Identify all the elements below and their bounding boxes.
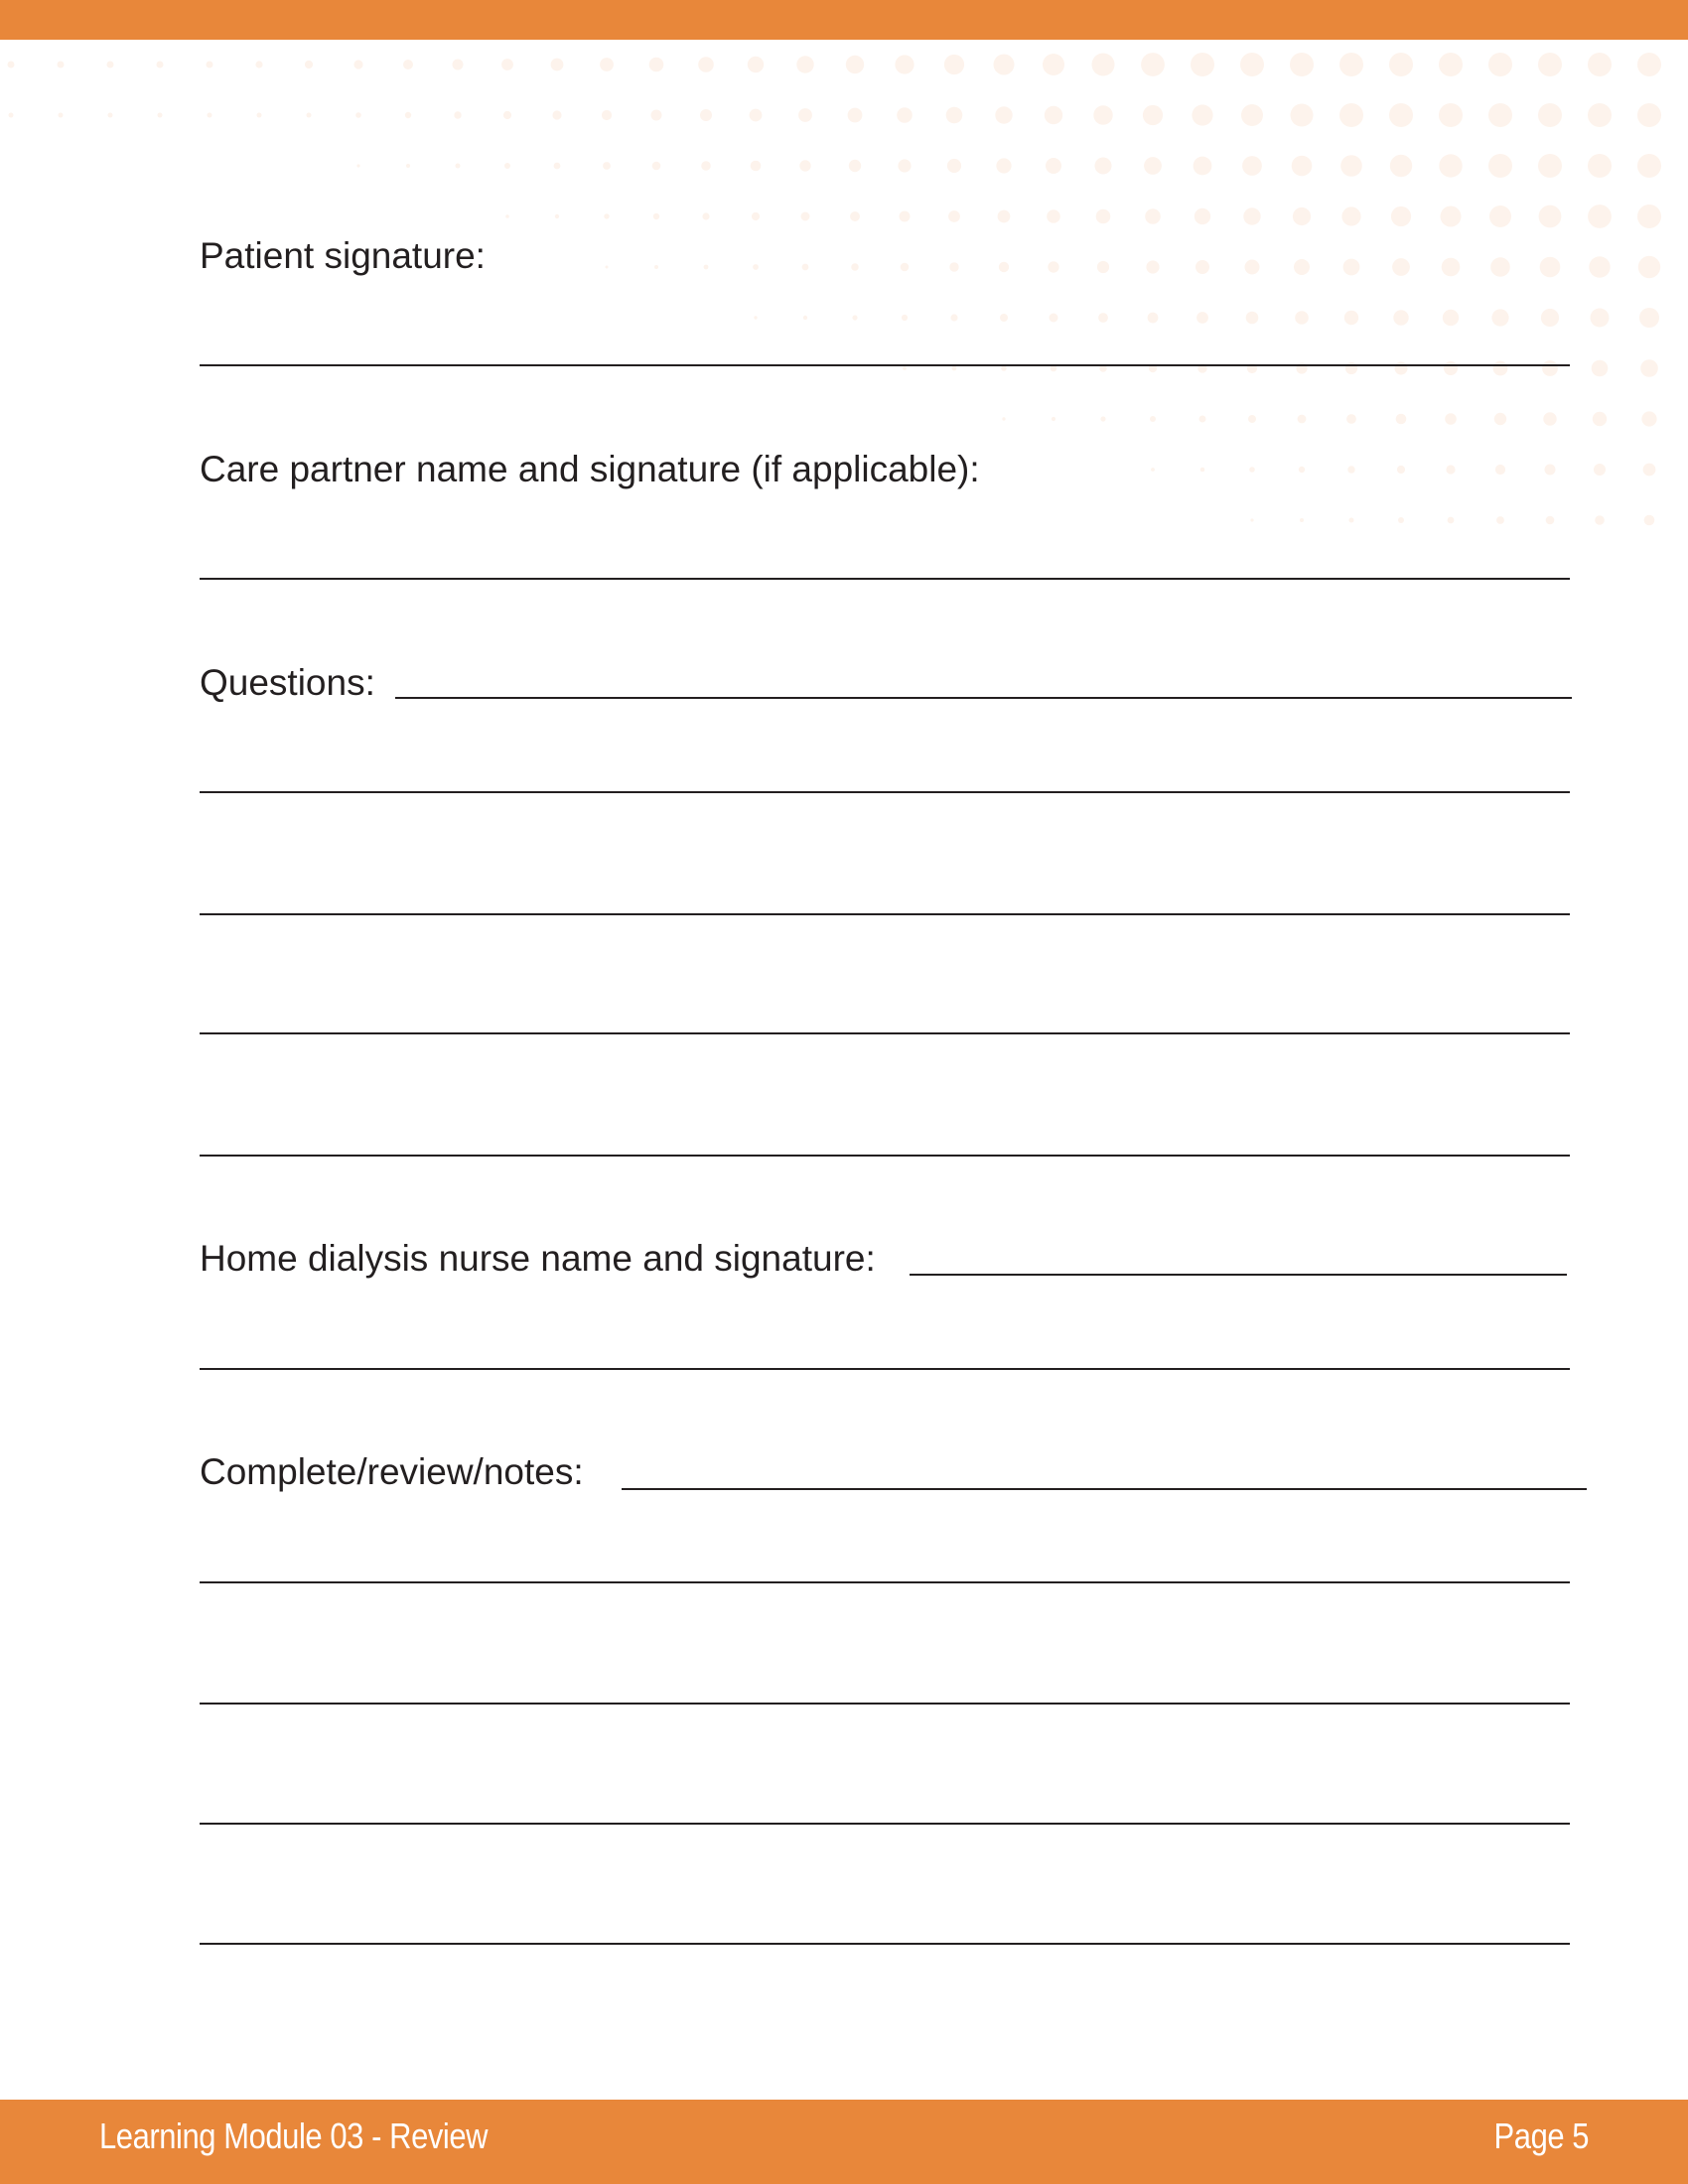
decorative-dot xyxy=(1588,103,1612,127)
decorative-dot xyxy=(849,160,861,172)
decorative-dot xyxy=(801,212,810,221)
decorative-dot xyxy=(1048,261,1058,272)
notes-line[interactable] xyxy=(200,1943,1570,1945)
decorative-dot xyxy=(1098,313,1108,323)
decorative-dot xyxy=(1148,313,1159,324)
decorative-dot xyxy=(1199,416,1206,423)
decorative-dot xyxy=(799,160,810,171)
decorative-dot xyxy=(1047,209,1060,223)
decorative-dot xyxy=(948,210,960,222)
care-partner-signature-line[interactable] xyxy=(200,578,1570,580)
decorative-dot xyxy=(1240,53,1264,76)
decorative-dot xyxy=(1637,103,1661,127)
decorative-dot xyxy=(1495,465,1505,475)
decorative-dot xyxy=(898,159,911,172)
decorative-dot xyxy=(604,213,609,218)
decorative-dot xyxy=(1441,206,1462,227)
module-title: Learning Module 03 - Review xyxy=(99,2116,489,2156)
decorative-dot xyxy=(602,110,612,120)
decorative-dot xyxy=(1241,104,1263,126)
decorative-dot xyxy=(1494,413,1506,425)
decorative-dot xyxy=(208,113,212,118)
decorative-dot xyxy=(1346,414,1356,424)
decorative-dot xyxy=(9,113,14,118)
decorative-dot xyxy=(1543,412,1556,425)
nurse-signature-line[interactable] xyxy=(200,1368,1570,1370)
care-partner-label: Care partner name and signature (if applicable): xyxy=(200,449,980,489)
decorative-dot xyxy=(1243,207,1260,224)
decorative-dot xyxy=(1588,205,1612,228)
decorative-dot xyxy=(1339,53,1363,76)
decorative-dot xyxy=(848,108,863,123)
decorative-dot xyxy=(600,58,614,71)
decorative-dot xyxy=(603,162,611,170)
decorative-dot xyxy=(996,158,1011,173)
questions-label: Questions: xyxy=(200,662,375,703)
decorative-dot xyxy=(1591,309,1610,328)
decorative-dot xyxy=(1246,312,1259,325)
decorative-dot xyxy=(504,163,510,169)
decorative-dot xyxy=(1496,516,1504,524)
decorative-dot xyxy=(1389,53,1413,76)
nurse-signature-line[interactable] xyxy=(910,1274,1567,1276)
decorative-dot xyxy=(1493,361,1508,376)
decorative-dot xyxy=(1294,259,1310,275)
decorative-dot xyxy=(902,315,908,321)
decorative-dot xyxy=(796,56,813,72)
decorative-dot xyxy=(255,61,262,68)
decorative-dot xyxy=(1641,411,1656,426)
decorative-dot xyxy=(1488,103,1512,127)
decorative-dot xyxy=(1096,209,1111,224)
decorative-dot xyxy=(698,57,714,72)
questions-line[interactable] xyxy=(200,1032,1570,1034)
decorative-dot xyxy=(554,163,561,170)
decorative-dot xyxy=(1540,257,1561,278)
decorative-dot xyxy=(158,113,163,118)
decorative-dot xyxy=(501,59,513,70)
decorative-dot xyxy=(651,110,662,121)
decorative-dot xyxy=(1191,53,1214,76)
decorative-dot xyxy=(456,164,461,169)
decorative-dot xyxy=(1393,310,1408,325)
page-number: Page 5 xyxy=(1493,2116,1589,2156)
decorative-dot xyxy=(654,265,658,269)
notes-line[interactable] xyxy=(200,1703,1570,1705)
decorative-dot xyxy=(58,62,65,68)
questions-line[interactable] xyxy=(200,791,1570,793)
header-accent-bar xyxy=(0,0,1688,40)
decorative-dot xyxy=(944,55,964,74)
decorative-dot xyxy=(1538,103,1562,127)
decorative-dot xyxy=(551,59,564,71)
decorative-dot xyxy=(1397,466,1405,474)
decorative-dot xyxy=(305,61,313,68)
decorative-dot xyxy=(701,161,711,171)
decorative-dot xyxy=(1000,314,1008,322)
decorative-dot xyxy=(1439,103,1463,127)
decorative-dot xyxy=(1339,103,1363,127)
decorative-dot xyxy=(852,315,857,320)
decorative-dot xyxy=(1143,105,1163,125)
decorative-dot xyxy=(1538,53,1562,76)
decorative-dot xyxy=(752,212,760,220)
decorative-dot xyxy=(1542,360,1558,376)
decorative-dot xyxy=(1637,53,1661,76)
decorative-dot xyxy=(901,263,910,272)
decorative-dot xyxy=(552,110,561,119)
decorative-dot xyxy=(1196,312,1208,324)
decorative-dot xyxy=(1392,258,1410,276)
decorative-dot xyxy=(1144,157,1162,175)
decorative-dot xyxy=(1593,412,1607,426)
decorative-dot xyxy=(1539,205,1562,228)
questions-line[interactable] xyxy=(200,1155,1570,1157)
decorative-dot xyxy=(851,263,859,271)
decorative-dot xyxy=(1389,103,1413,127)
decorative-dot xyxy=(1192,104,1212,125)
decorative-dot xyxy=(1093,105,1112,124)
decorative-dot xyxy=(1200,468,1205,473)
decorative-dot xyxy=(1092,54,1115,76)
decorative-dot xyxy=(1052,417,1055,421)
decorative-dot xyxy=(1637,205,1661,228)
decorative-dot xyxy=(1445,413,1457,425)
decorative-dot xyxy=(454,111,461,118)
decorative-dot xyxy=(1639,308,1659,328)
decorative-dot xyxy=(704,265,709,270)
decorative-dot xyxy=(1196,260,1209,274)
decorative-dot xyxy=(1291,104,1314,127)
decorative-dot xyxy=(1050,314,1058,323)
decorative-dot xyxy=(1489,205,1511,227)
decorative-dot xyxy=(356,164,359,167)
decorative-dot xyxy=(753,264,759,270)
decorative-dot xyxy=(1448,517,1455,524)
decorative-dot xyxy=(403,60,413,69)
decorative-dot xyxy=(1644,515,1655,526)
decorative-dot xyxy=(1595,515,1605,525)
decorative-dot xyxy=(307,113,312,118)
decorative-dot xyxy=(900,211,911,222)
decorative-dot xyxy=(406,164,410,168)
decorative-dot xyxy=(1442,258,1461,277)
decorative-dot xyxy=(1349,518,1354,523)
decorative-dot xyxy=(1545,465,1556,476)
decorative-dot xyxy=(1293,207,1311,225)
decorative-dot xyxy=(1340,155,1362,177)
decorative-dot xyxy=(257,113,262,118)
decorative-dot xyxy=(1588,53,1612,76)
decorative-dot xyxy=(1390,155,1412,177)
decorative-dot xyxy=(950,314,957,321)
decorative-dot xyxy=(353,60,362,68)
notes-line[interactable] xyxy=(622,1488,1587,1490)
notes-line[interactable] xyxy=(200,1823,1570,1825)
decorative-dot xyxy=(1546,516,1555,525)
decorative-dot xyxy=(1398,517,1404,523)
decorative-dot xyxy=(1095,158,1112,175)
decorative-dot xyxy=(895,55,914,73)
decorative-dot xyxy=(157,62,164,68)
decorative-dot xyxy=(947,159,961,173)
decorative-dot xyxy=(751,161,762,172)
decorative-dot xyxy=(1538,154,1562,178)
decorative-dot xyxy=(1391,206,1411,226)
decorative-dot xyxy=(1594,464,1606,476)
decorative-dot xyxy=(897,107,913,123)
decorative-dot xyxy=(652,162,661,171)
decorative-dot xyxy=(1249,467,1255,473)
decorative-dot xyxy=(750,109,763,122)
decorative-dot xyxy=(1250,518,1253,521)
decorative-dot xyxy=(803,316,807,320)
decorative-dot xyxy=(903,366,907,370)
decorative-dot xyxy=(505,214,509,218)
decorative-dot xyxy=(1194,157,1212,176)
decorative-dot xyxy=(748,57,764,72)
decorative-dot xyxy=(1588,154,1612,178)
decorative-dot xyxy=(207,62,213,68)
decorative-dot xyxy=(1002,417,1005,420)
decorative-dot xyxy=(1046,158,1061,174)
decorative-dot xyxy=(946,107,963,124)
decorative-dot xyxy=(798,108,812,122)
decorative-dot xyxy=(1150,416,1156,422)
decorative-dot xyxy=(1343,259,1360,276)
patient-signature-label: Patient signature: xyxy=(200,235,486,276)
decorative-dot xyxy=(1637,154,1661,178)
notes-line[interactable] xyxy=(200,1581,1570,1583)
decorative-dot xyxy=(1141,53,1165,76)
decorative-dot xyxy=(1640,359,1658,377)
decorative-dot xyxy=(994,55,1015,75)
decorative-dot xyxy=(995,106,1012,123)
decorative-dot xyxy=(1146,260,1159,273)
decorative-dot xyxy=(1439,53,1463,76)
questions-line[interactable] xyxy=(200,913,1570,915)
decorative-dot xyxy=(999,262,1009,272)
decorative-dot xyxy=(754,316,757,319)
decorative-dot xyxy=(998,210,1011,223)
decorative-dot xyxy=(1292,156,1313,177)
decorative-dot xyxy=(1592,360,1609,377)
decorative-dot xyxy=(802,264,809,271)
decorative-dot xyxy=(555,214,559,218)
decorative-dot xyxy=(1100,416,1105,421)
decorative-dot xyxy=(1638,256,1660,278)
decorative-dot xyxy=(1347,466,1354,473)
decorative-dot xyxy=(1245,260,1260,275)
decorative-dot xyxy=(453,60,464,70)
decorative-dot xyxy=(702,212,709,219)
decorative-dot xyxy=(1001,365,1007,371)
decorative-dot xyxy=(1488,154,1512,178)
decorative-dot xyxy=(107,62,114,68)
decorative-dot xyxy=(653,213,659,219)
decorative-dot xyxy=(355,112,361,118)
decorative-dot xyxy=(1490,257,1510,277)
decorative-dot xyxy=(8,62,15,68)
decorative-dot xyxy=(1045,106,1062,124)
decorative-dot xyxy=(1248,415,1256,423)
decorative-dot xyxy=(1589,256,1610,277)
decorative-dot xyxy=(649,58,664,72)
decorative-dot xyxy=(108,113,113,118)
decorative-dot xyxy=(1298,415,1307,424)
decorative-dot xyxy=(1446,465,1455,474)
decorative-dot xyxy=(1491,309,1508,326)
decorative-dot xyxy=(1290,53,1314,76)
notes-label: Complete/review/notes: xyxy=(200,1451,584,1492)
nurse-signature-label: Home dialysis nurse name and signature: xyxy=(200,1238,876,1279)
decorative-dot xyxy=(952,366,957,371)
decorative-dot xyxy=(1396,414,1407,425)
decorative-dot xyxy=(1295,311,1309,325)
decorative-dot xyxy=(1195,208,1210,224)
decorative-dot xyxy=(846,56,864,73)
decorative-dot xyxy=(1643,464,1656,477)
decorative-dot xyxy=(1439,154,1462,177)
decorative-dot xyxy=(1145,208,1161,224)
decorative-dot xyxy=(606,266,609,269)
decorative-dot xyxy=(1488,53,1512,76)
decorative-dot xyxy=(949,262,958,271)
decorative-dot xyxy=(503,111,511,119)
decorative-dot xyxy=(1242,156,1262,176)
patient-signature-line[interactable] xyxy=(200,364,1570,366)
decorative-dot xyxy=(59,113,64,118)
decorative-dot xyxy=(1341,206,1360,225)
decorative-dot xyxy=(700,109,712,121)
decorative-dot xyxy=(1344,311,1358,325)
decorative-dot xyxy=(1300,518,1304,522)
decorative-dot xyxy=(1541,309,1559,327)
decorative-dot xyxy=(1443,310,1459,326)
decorative-dot xyxy=(1097,261,1109,273)
decorative-dot xyxy=(850,211,860,221)
decorative-dot xyxy=(1043,54,1064,75)
decorative-dot xyxy=(1151,468,1155,472)
questions-line[interactable] xyxy=(395,697,1572,699)
decorative-dot xyxy=(1299,467,1305,473)
decorative-dot xyxy=(405,112,411,118)
